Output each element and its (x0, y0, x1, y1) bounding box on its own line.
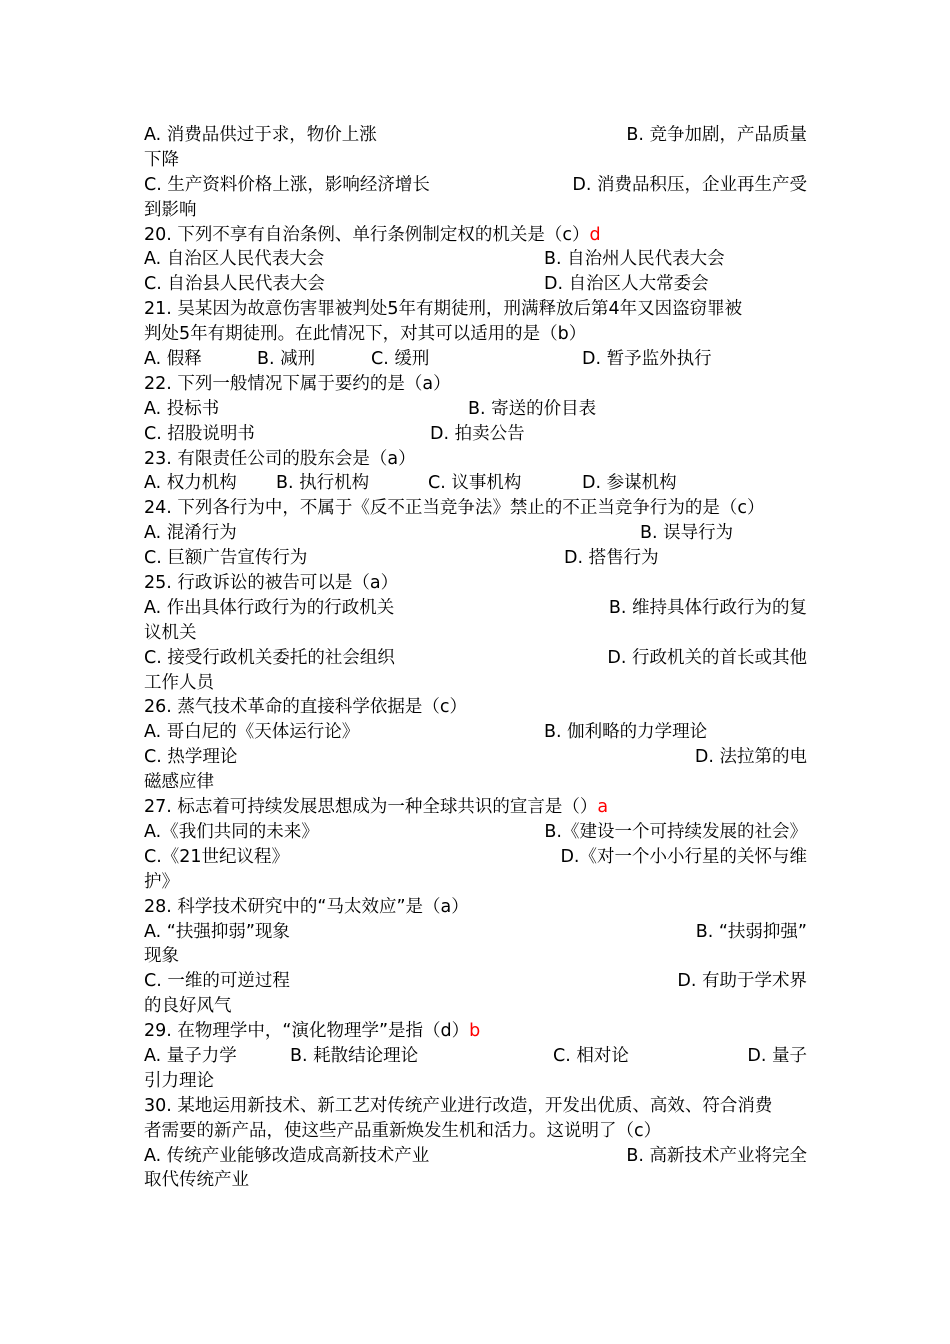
q30-stem-line2: 者需要的新产品，使这些产品重新焕发生机和活力。这说明了（c） (144, 1120, 662, 1141)
q29-stem: 29. 在物理学中，“演化物理学”是指（d） (144, 1021, 470, 1042)
q30-options-row1 (144, 1144, 807, 1169)
q23-options (144, 471, 807, 496)
q29-option-d: D. 量子 (747, 1045, 807, 1066)
q28-options-row2 (144, 969, 807, 994)
q27-option-c: C.《21世纪议程》 (144, 846, 290, 867)
q24-option-a: A. 混淆行为 (144, 523, 237, 544)
q28-option-d: D. 有助于学术界 (677, 971, 807, 992)
q26-options-row2 (144, 745, 807, 770)
q21-option-c: C. 缓刑 (371, 349, 430, 370)
q27-option-d: D.《对一个小小行星的关怀与维 (560, 846, 807, 867)
q26-option-b: B. 伽利略的力学理论 (544, 722, 708, 743)
q21-option-d: D. 暂予监外执行 (582, 349, 712, 370)
q22-stem: 22. 下列一般情况下属于要约的是（a） (144, 373, 451, 394)
q20-option-d: D. 自治区人大常委会 (544, 274, 709, 295)
q19-options-row2 (144, 173, 807, 198)
q30-option-a: A. 传统产业能够改造成高新技术产业 (144, 1145, 430, 1166)
q24-option-c: C. 巨额广告宣传行为 (144, 548, 308, 569)
q28-option-b-cont: 现象 (144, 946, 179, 967)
q27-options-row1 (144, 820, 807, 845)
q25-option-d: D. 行政机关的首长或其他 (607, 647, 807, 668)
q29-option-b: B. 耗散结论理论 (290, 1045, 419, 1066)
q25-option-c: C. 接受行政机关委托的社会组织 (144, 647, 395, 668)
q26-option-c: C. 热学理论 (144, 747, 238, 768)
q23-option-d: D. 参谋机构 (582, 473, 677, 494)
q30-option-b-cont: 取代传统产业 (144, 1170, 249, 1191)
q26-options-row1 (144, 720, 807, 745)
q25-stem: 25. 行政诉讼的被告可以是（a） (144, 573, 399, 594)
q23-stem: 23. 有限责任公司的股东会是（a） (144, 448, 416, 469)
q27-stem: 27. 标志着可持续发展思想成为一种全球共识的宣言是（） (144, 797, 598, 818)
q21-option-b: B. 减刑 (257, 349, 316, 370)
q19-option-a: A. 消费品供过于求，物价上涨 (144, 125, 377, 145)
q26-option-a: A. 哥白尼的《天体运行论》 (144, 722, 360, 743)
q20-stem: 20. 下列不享有自治条例、单行条例制定权的机关是（c） (144, 224, 590, 245)
q26-option-d: D. 法拉第的电 (694, 747, 807, 768)
q26-option-d-cont: 磁感应律 (144, 772, 214, 793)
q24-option-b: B. 误导行为 (640, 523, 734, 544)
q29-option-d-cont: 引力理论 (144, 1070, 214, 1091)
q20-options-row2 (144, 272, 807, 297)
q30-option-b: B. 高新技术产业将完全 (626, 1145, 807, 1166)
q29-option-a: A. 量子力学 (144, 1045, 237, 1066)
q27-options-row2 (144, 845, 807, 870)
q28-stem: 28. 科学技术研究中的“马太效应”是（a） (144, 896, 469, 917)
q20-option-a: A. 自治区人民代表大会 (144, 249, 325, 270)
q21-options (144, 347, 807, 372)
q21-option-a: A. 假释 (144, 349, 202, 370)
q28-option-d-cont: 的良好风气 (144, 996, 232, 1017)
q30-stem-line1: 30. 某地运用新技术、新工艺对传统产业进行改造，开发出优质、高效、符合消费 (144, 1095, 773, 1116)
q20-option-c: C. 自治县人民代表大会 (144, 274, 325, 295)
q23-option-c: C. 议事机构 (428, 473, 522, 494)
q25-option-b-cont: 议机关 (144, 622, 197, 643)
q20-stem-line (144, 223, 807, 248)
q22-option-c: C. 招股说明书 (144, 423, 255, 444)
q23-option-a: A. 权力机构 (144, 473, 237, 494)
q27-option-a: A.《我们共同的未来》 (144, 821, 319, 842)
q29-handwritten-answer: b (469, 1021, 481, 1042)
q24-options-row1 (144, 521, 807, 546)
q29-options (144, 1044, 807, 1069)
q22-option-b: B. 寄送的价目表 (468, 398, 597, 419)
q19-option-b: B. 竞争加剧，产品质量 (626, 125, 807, 145)
q22-options-row2 (144, 422, 807, 447)
q19-options-row1 (144, 123, 807, 148)
q19-option-c: C. 生产资料价格上涨，影响经济增长 (144, 174, 430, 195)
q27-stem-line (144, 795, 807, 820)
q20-options-row1 (144, 247, 807, 272)
question-list (144, 123, 807, 1193)
q19-option-b-cont: 下降 (144, 149, 179, 170)
q21-stem-line2: 判处5年有期徒刑。在此情况下，对其可以适用的是（b） (144, 324, 587, 345)
q27-option-d-cont: 护》 (144, 871, 179, 892)
q28-option-b: B. “扶弱抑强” (695, 921, 807, 942)
q28-option-c: C. 一维的可逆过程 (144, 971, 290, 992)
q25-option-a: A. 作出具体行政行为的行政机关 (144, 597, 395, 618)
q24-stem: 24. 下列各行为中，不属于《反不正当竞争法》禁止的不正当竞争行为的是（c） (144, 498, 765, 519)
q21-stem-line1: 21. 吴某因为故意伤害罪被判处5年有期徒刑，刑满释放后第4年又因盗窃罪被 (144, 299, 743, 320)
q22-options-row1 (144, 397, 807, 422)
q22-option-d: D. 拍卖公告 (430, 423, 525, 444)
q24-options-row2 (144, 546, 807, 571)
q23-option-b: B. 执行机构 (276, 473, 370, 494)
q29-option-c: C. 相对论 (553, 1045, 629, 1066)
q28-options-row1 (144, 920, 807, 945)
q24-option-d: D. 搭售行为 (564, 548, 659, 569)
q26-stem: 26. 蒸气技术革命的直接科学依据是（c） (144, 697, 468, 718)
q29-stem-line (144, 1019, 807, 1044)
q25-options-row1 (144, 596, 807, 621)
q20-handwritten-answer: d (589, 224, 601, 245)
q25-option-b: B. 维持具体行政行为的复 (608, 597, 807, 618)
q22-option-a: A. 投标书 (144, 398, 220, 419)
q20-option-b: B. 自治州人民代表大会 (544, 249, 725, 270)
q28-option-a: A. “扶强抑弱”现象 (144, 921, 290, 942)
q27-option-b: B.《建设一个可持续发展的社会》 (544, 821, 807, 842)
q19-option-d-cont: 到影响 (144, 199, 197, 220)
q19-option-d: D. 消费品积压，企业再生产受 (572, 174, 807, 195)
q27-handwritten-answer: a (597, 797, 609, 818)
q25-options-row2 (144, 646, 807, 671)
q25-option-d-cont: 工作人员 (144, 672, 214, 693)
